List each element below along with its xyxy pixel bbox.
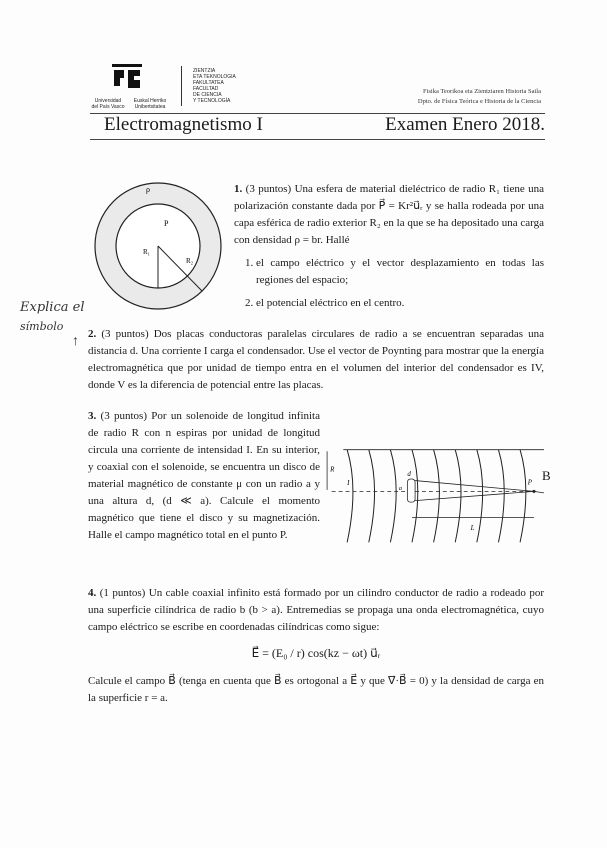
- exam-content: [88, 176, 551, 707]
- logo-upv-text: Universidad del País Vasco: [91, 98, 125, 110]
- problem-3-row: [88, 408, 551, 571]
- svg-text:P: P: [527, 478, 533, 487]
- problem-1-item-1: 1. el campo eléctrico y el vector desplazamiento en todas las regiones del espacio;: [256, 255, 544, 289]
- problem-3: 3. (3 puntos) Por un solenoide de longitud infinita de radio R con n espiras por unidad de longitud circula una corriente de intensidad I. En su interior, y coaxial con el solenoide, se encuentra un disco de material magnético de constante μ con un radio a y una altura d, (d ≪ a). Calcule el momento magnético que tiene el disco y su magnetización. Halle el campo magnético total en el punto P.: [88, 410, 320, 541]
- faculty-text: ZIENTZIA ETA TEKNOLOGIA FAKULTATEA FACULTAD DE CIENCIA Y TECNOLOGÍA: [193, 68, 236, 104]
- svg-text:R: R: [330, 465, 335, 474]
- university-logo-icon: [108, 62, 146, 96]
- svg-text:L: L: [470, 523, 475, 532]
- problem-2: 2. (3 puntos) Dos placas conductoras paralelas circulares de radio a se encuentran separadas una distancia d. Una corriente I carga el condensador. Use el vector de Poynting para mostrar que la energía electromagnética que por unidad de tiempo entra en el volumen del interior del condensador es IV, donde V es la diferencia de potencial entre las placas.: [88, 328, 544, 391]
- sphere-diagram: [88, 176, 228, 311]
- b-field-label: B: [542, 468, 551, 483]
- handwritten-note-line2: símbolo: [20, 320, 64, 333]
- r1-label: R₁: [143, 248, 151, 256]
- electric-field-equation: E⃗ = (E₀ / r) cos(kz − ωt) u⃗ᵣ: [251, 646, 381, 660]
- handwritten-note-line1: Explica el: [20, 300, 85, 315]
- logo-divider: [181, 66, 182, 106]
- problem-4: 4. (1 puntos) Un cable coaxial infinito está formado por un cilindro conductor de radio a rodeado por una superficie cilíndrica de radio b (b > a). Entremedias se propaga una onda electromagnética, cuyo campo eléctrico se escribe en coordenadas cilíndricas como sigue:: [88, 587, 544, 633]
- problem-1: 1. (3 puntos) Una esfera de material dieléctrico de radio R₁ tiene una polarización constante dada por P⃗ = Kr²u⃗ᵣ y se halla rodeada por una capa esférica de radio exterior R₂ en la que se ha depositado una carga con densidad ρ = br. Hallé 1. el campo eléctrico y el vector desplazamiento en todas las regiones del espacio; 2. el potencial eléctrico en el centro.: [234, 181, 544, 312]
- svg-text:d: d: [407, 469, 411, 478]
- problem-1-row: [88, 176, 544, 312]
- svg-text:I: I: [347, 479, 350, 488]
- course-title: Electromagnetismo I: [104, 114, 263, 135]
- p-label: P: [164, 219, 169, 228]
- svg-text:a: a: [398, 485, 402, 492]
- exam-date-title: Examen Enero 2018.: [385, 114, 545, 135]
- department-text: Fisika Teorikoa eta Zientziaren Historia Saila Dpto. de Física Teórica e Historia de la Ciencia: [417, 88, 541, 105]
- solenoid-figure: [324, 426, 551, 571]
- logo-ehu-text: Euskal Herriko Unibertsitatea: [133, 98, 167, 110]
- problem-4-question: Calcule el campo B⃗ (tenga en cuenta que B⃗ es ortogonal a E⃗ y que ∇⃗·B⃗ = 0) y la densidad de carga en la superficie r = a.: [88, 675, 544, 704]
- handwritten-arrow-icon: ↑: [72, 334, 79, 349]
- title-rule-bottom: [90, 139, 545, 140]
- rho-label: ρ: [146, 185, 150, 194]
- r2-label: R₂: [186, 257, 194, 265]
- solenoid-diagram: [324, 426, 544, 566]
- problem-1-item-2: 2. el potencial eléctrico en el centro.: [256, 295, 544, 312]
